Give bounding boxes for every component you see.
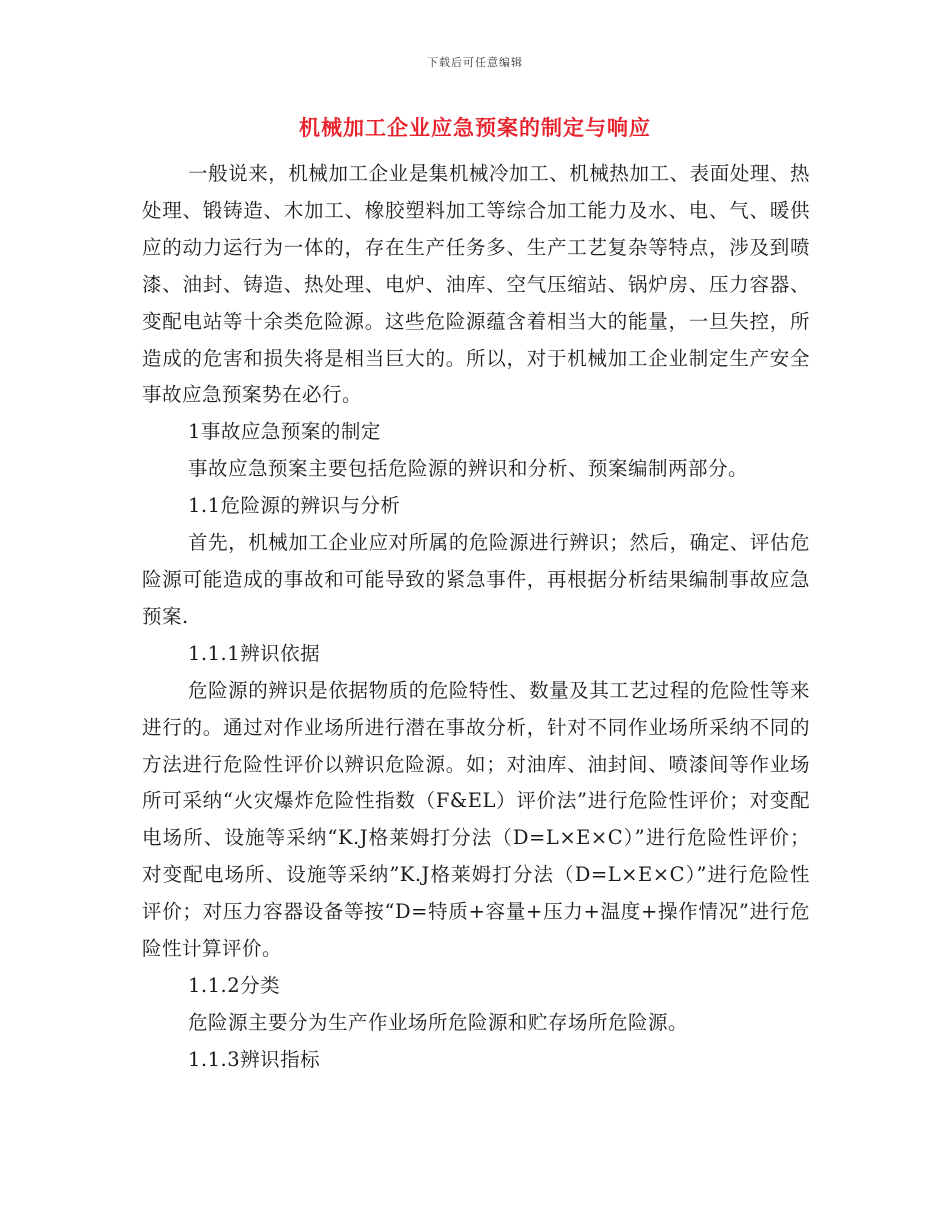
paragraph-section-1: 事故应急预案主要包括危险源的辨识和分析、预案编制两部分。 xyxy=(188,457,749,481)
paragraph-intro: 一般说来，机械加工企业是集机械冷加工、机械热加工、表面处理、热处理、锻铸造、木加工、橡胶塑料加工等综合加工能力及水、电、气、暖供应的动力运行为一体的，存在生产任务多、生产工艺复杂等特点，涉及到喷漆、油封、铸造、热处理、电炉、油库、空气压缩站、锅炉房、压力容器、变配电站等十余类危险源。这些危险源蕴含着相当大的能量，一旦失控，所造成的危害和损失将是相当巨大的。所以，对于机械加工企业制定生产安全事故应急预案势在必行。 xyxy=(142,162,810,407)
document-title: 机械加工企业应急预案的制定与响应 xyxy=(299,116,651,140)
page-header-note: 下载后可任意编辑 xyxy=(427,56,523,69)
paragraph-section-1-1-1: 危险源的辨识是依据物质的危险特性、数量及其工艺过程的危险性等来进行的。通过对作业场所进行潜在事故分析，针对不同作业场所采纳不同的方法进行危险性评价以辨识危险源。如；对油库、油封间、喷漆间等作业场所可采纳“火灾爆炸危险性指数（F&EL）评价法”进行危险性评价；对变配电场所、设施等采纳“K.J格莱姆打分法（D=L×E×C）”进行危险性评价；对变配电场所、设施等采纳”K.J格莱姆打分法（D=L×E×C）”进行危险性评价；对压力容器设备等按“D=特质+容量+压力+温度+操作情况”进行危险性计算评价。 xyxy=(142,678,810,961)
section-heading-1-1-2: 1.1.2分类 xyxy=(188,973,281,997)
section-heading-1: 1事故应急预案的制定 xyxy=(188,420,381,444)
paragraph-section-1-1-2: 危险源主要分为生产作业场所危险源和贮存场所危险源。 xyxy=(188,1010,689,1034)
paragraph-section-1-1: 首先，机械加工企业应对所属的危险源进行辨识；然后，确定、评估危险源可能造成的事故和可能导致的紧急事件，再根据分析结果编制事故应急预案. xyxy=(142,531,810,628)
section-heading-1-1: 1.1危险源的辨识与分析 xyxy=(188,494,401,518)
section-heading-1-1-3: 1.1.3辨识指标 xyxy=(188,1047,321,1071)
document-body xyxy=(142,156,810,1079)
section-heading-1-1-1: 1.1.1辨识依据 xyxy=(188,641,321,665)
